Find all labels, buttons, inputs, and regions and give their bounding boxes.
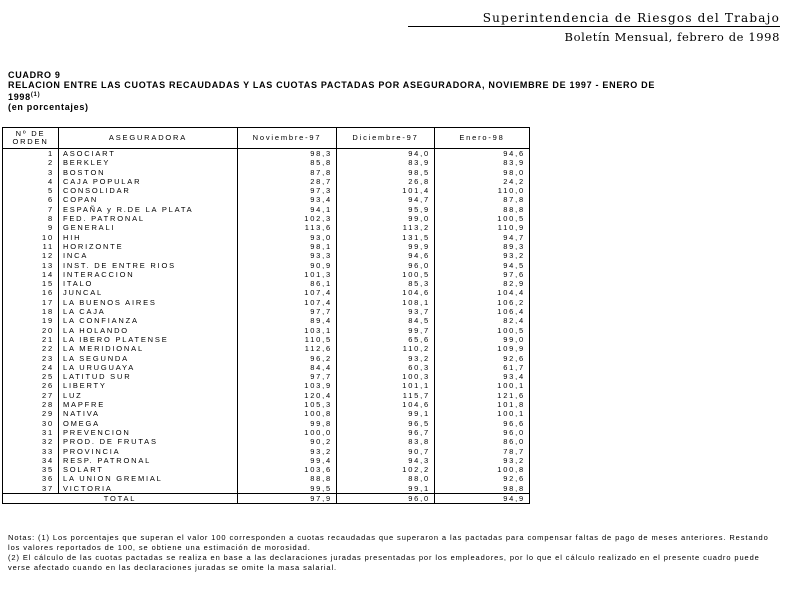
nov-cell: 90,9 bbox=[238, 261, 337, 270]
nov-cell: 99,8 bbox=[238, 419, 337, 428]
total-row bbox=[3, 493, 530, 503]
table-row bbox=[3, 456, 530, 465]
table-row bbox=[3, 223, 530, 232]
order-cell: 20 bbox=[3, 326, 59, 335]
dec-cell: 100,5 bbox=[337, 270, 435, 279]
table-row bbox=[3, 186, 530, 195]
jan-cell: 121,6 bbox=[435, 391, 530, 400]
dec-cell: 113,2 bbox=[337, 223, 435, 232]
cuadro-label: CUADRO 9 bbox=[8, 70, 61, 80]
table-row bbox=[3, 381, 530, 390]
insurer-cell: RESP. PATRONAL bbox=[59, 456, 238, 465]
jan-cell: 87,8 bbox=[435, 195, 530, 204]
table-row bbox=[3, 372, 530, 381]
dec-cell: 110,2 bbox=[337, 344, 435, 353]
table-row bbox=[3, 205, 530, 214]
nov-cell: 89,4 bbox=[238, 316, 337, 325]
table-row bbox=[3, 335, 530, 344]
nov-cell: 103,9 bbox=[238, 381, 337, 390]
table-row bbox=[3, 214, 530, 223]
insurer-cell: INTERACCION bbox=[59, 270, 238, 279]
insurer-cell: HORIZONTE bbox=[59, 242, 238, 251]
dec-cell: 93,7 bbox=[337, 307, 435, 316]
order-cell: 8 bbox=[3, 214, 59, 223]
table-row bbox=[3, 168, 530, 177]
nov-cell: 97,3 bbox=[238, 186, 337, 195]
nov-cell: 88,8 bbox=[238, 474, 337, 483]
table-row bbox=[3, 447, 530, 456]
order-cell: 31 bbox=[3, 428, 59, 437]
dec-cell: 131,5 bbox=[337, 233, 435, 242]
dec-cell: 99,1 bbox=[337, 409, 435, 418]
table-row bbox=[3, 363, 530, 372]
insurer-cell: ITALO bbox=[59, 279, 238, 288]
jan-cell: 96,6 bbox=[435, 419, 530, 428]
nov-cell: 103,1 bbox=[238, 326, 337, 335]
jan-cell: 93,2 bbox=[435, 251, 530, 260]
table-row bbox=[3, 233, 530, 242]
nov-cell: 98,1 bbox=[238, 242, 337, 251]
dec-cell: 99,0 bbox=[337, 214, 435, 223]
jan-cell: 100,1 bbox=[435, 381, 530, 390]
jan-cell: 88,8 bbox=[435, 205, 530, 214]
nov-cell: 105,3 bbox=[238, 400, 337, 409]
dec-cell: 96,5 bbox=[337, 419, 435, 428]
order-cell: 33 bbox=[3, 447, 59, 456]
jan-cell: 98,0 bbox=[435, 168, 530, 177]
order-cell: 24 bbox=[3, 363, 59, 372]
nov-cell: 107,4 bbox=[238, 288, 337, 297]
dec-cell: 65,6 bbox=[337, 335, 435, 344]
nov-cell: 85,8 bbox=[238, 158, 337, 167]
table-row bbox=[3, 288, 530, 297]
order-cell: 10 bbox=[3, 233, 59, 242]
insurer-cell: HIH bbox=[59, 233, 238, 242]
table-row bbox=[3, 242, 530, 251]
nov-cell: 99,5 bbox=[238, 484, 337, 494]
insurer-cell: SOLART bbox=[59, 465, 238, 474]
table-body bbox=[3, 149, 530, 494]
order-cell: 25 bbox=[3, 372, 59, 381]
table-row bbox=[3, 298, 530, 307]
insurer-cell: NATIVA bbox=[59, 409, 238, 418]
dec-cell: 99,9 bbox=[337, 242, 435, 251]
dec-cell: 94,0 bbox=[337, 149, 435, 159]
insurer-cell: PROVINCIA bbox=[59, 447, 238, 456]
order-cell: 9 bbox=[3, 223, 59, 232]
total-nov: 97,9 bbox=[238, 493, 337, 503]
order-cell: 2 bbox=[3, 158, 59, 167]
bulletin-date: Boletín Mensual, febrero de 1998 bbox=[564, 30, 780, 44]
table-row bbox=[3, 316, 530, 325]
order-cell: 29 bbox=[3, 409, 59, 418]
jan-cell: 93,2 bbox=[435, 456, 530, 465]
jan-cell: 106,4 bbox=[435, 307, 530, 316]
table-row bbox=[3, 279, 530, 288]
notes bbox=[8, 533, 783, 573]
title-footnote-ref: (1) bbox=[30, 92, 41, 98]
nov-cell: 90,2 bbox=[238, 437, 337, 446]
order-cell: 26 bbox=[3, 381, 59, 390]
dec-cell: 99,1 bbox=[337, 484, 435, 494]
table-header-row bbox=[3, 128, 530, 149]
quotas-table bbox=[2, 127, 530, 504]
insurer-cell: ESPAÑA y R.DE LA PLATA bbox=[59, 205, 238, 214]
nov-cell: 102,3 bbox=[238, 214, 337, 223]
jan-cell: 82,9 bbox=[435, 279, 530, 288]
order-cell: 30 bbox=[3, 419, 59, 428]
dec-cell: 26,8 bbox=[337, 177, 435, 186]
nov-cell: 120,4 bbox=[238, 391, 337, 400]
jan-cell: 94,5 bbox=[435, 261, 530, 270]
header-insurer: ASEGURADORA bbox=[59, 128, 238, 149]
note-2: (2) El cálculo de las cuotas pactadas se realiza en base a las declaraciones juradas presentadas por los empleadores, por lo que el cálculo realizado en el presente cuadro puede verse afectado cuando en las declaraciones juradas se omite la masa salarial. bbox=[8, 553, 760, 572]
dec-cell: 104,6 bbox=[337, 288, 435, 297]
order-cell: 28 bbox=[3, 400, 59, 409]
jan-cell: 101,8 bbox=[435, 400, 530, 409]
jan-cell: 94,7 bbox=[435, 233, 530, 242]
dec-cell: 102,2 bbox=[337, 465, 435, 474]
nov-cell: 98,3 bbox=[238, 149, 337, 159]
insurer-cell: MAPFRE bbox=[59, 400, 238, 409]
insurer-cell: LA HOLANDO bbox=[59, 326, 238, 335]
dec-cell: 96,7 bbox=[337, 428, 435, 437]
table-row bbox=[3, 419, 530, 428]
jan-cell: 83,9 bbox=[435, 158, 530, 167]
insurer-cell: INST. DE ENTRE RIOS bbox=[59, 261, 238, 270]
organization-name: Superintendencia de Riesgos del Trabajo bbox=[482, 11, 780, 25]
table-row bbox=[3, 484, 530, 494]
jan-cell: 78,7 bbox=[435, 447, 530, 456]
order-cell: 11 bbox=[3, 242, 59, 251]
order-cell: 17 bbox=[3, 298, 59, 307]
title-unit: (en porcentajes) bbox=[8, 102, 89, 112]
nov-cell: 101,3 bbox=[238, 270, 337, 279]
table-row bbox=[3, 465, 530, 474]
order-cell: 32 bbox=[3, 437, 59, 446]
nov-cell: 28,7 bbox=[238, 177, 337, 186]
dec-cell: 94,6 bbox=[337, 251, 435, 260]
table-row bbox=[3, 409, 530, 418]
order-cell: 15 bbox=[3, 279, 59, 288]
dec-cell: 60,3 bbox=[337, 363, 435, 372]
nov-cell: 94,1 bbox=[238, 205, 337, 214]
jan-cell: 110,0 bbox=[435, 186, 530, 195]
dec-cell: 98,5 bbox=[337, 168, 435, 177]
jan-cell: 94,6 bbox=[435, 149, 530, 159]
order-cell: 1 bbox=[3, 149, 59, 159]
insurer-cell: OMEGA bbox=[59, 419, 238, 428]
table-row bbox=[3, 326, 530, 335]
insurer-cell: CAJA POPULAR bbox=[59, 177, 238, 186]
table-row bbox=[3, 474, 530, 483]
jan-cell: 100,1 bbox=[435, 409, 530, 418]
nov-cell: 93,2 bbox=[238, 447, 337, 456]
order-cell: 12 bbox=[3, 251, 59, 260]
dec-cell: 90,7 bbox=[337, 447, 435, 456]
nov-cell: 100,0 bbox=[238, 428, 337, 437]
insurer-cell: VICTORIA bbox=[59, 484, 238, 494]
jan-cell: 24,2 bbox=[435, 177, 530, 186]
order-cell: 19 bbox=[3, 316, 59, 325]
order-cell: 22 bbox=[3, 344, 59, 353]
insurer-cell: LA CONFIANZA bbox=[59, 316, 238, 325]
jan-cell: 92,6 bbox=[435, 354, 530, 363]
dec-cell: 88,0 bbox=[337, 474, 435, 483]
dec-cell: 96,0 bbox=[337, 261, 435, 270]
table-row bbox=[3, 400, 530, 409]
dec-cell: 108,1 bbox=[337, 298, 435, 307]
jan-cell: 98,8 bbox=[435, 484, 530, 494]
nov-cell: 113,6 bbox=[238, 223, 337, 232]
table-title bbox=[8, 70, 768, 112]
insurer-cell: LA BUENOS AIRES bbox=[59, 298, 238, 307]
dec-cell: 101,4 bbox=[337, 186, 435, 195]
jan-cell: 82,4 bbox=[435, 316, 530, 325]
insurer-cell: LA CAJA bbox=[59, 307, 238, 316]
order-cell: 3 bbox=[3, 168, 59, 177]
nov-cell: 99,4 bbox=[238, 456, 337, 465]
order-cell: 18 bbox=[3, 307, 59, 316]
insurer-cell: LA URUGUAYA bbox=[59, 363, 238, 372]
order-cell: 37 bbox=[3, 484, 59, 494]
table-row bbox=[3, 391, 530, 400]
dec-cell: 83,9 bbox=[337, 158, 435, 167]
jan-cell: 99,0 bbox=[435, 335, 530, 344]
total-dec: 96,0 bbox=[337, 493, 435, 503]
nov-cell: 93,0 bbox=[238, 233, 337, 242]
table-row bbox=[3, 270, 530, 279]
table-row bbox=[3, 158, 530, 167]
title-line-1: RELACION ENTRE LAS CUOTAS RECAUDADAS Y LAS CUOTAS PACTADAS POR ASEGURADORA, NOVIEMBRE DE 1997 - ENERO DE bbox=[8, 80, 656, 90]
insurer-cell: LA IBERO PLATENSE bbox=[59, 335, 238, 344]
nov-cell: 84,4 bbox=[238, 363, 337, 372]
table-row bbox=[3, 261, 530, 270]
dec-cell: 115,7 bbox=[337, 391, 435, 400]
title-year: 1998 bbox=[8, 92, 31, 102]
jan-cell: 93,4 bbox=[435, 372, 530, 381]
insurer-cell: FED. PATRONAL bbox=[59, 214, 238, 223]
dec-cell: 93,2 bbox=[337, 354, 435, 363]
order-cell: 21 bbox=[3, 335, 59, 344]
insurer-cell: CONSOLIDAR bbox=[59, 186, 238, 195]
table-row bbox=[3, 428, 530, 437]
insurer-cell: LA SEGUNDA bbox=[59, 354, 238, 363]
note-1: Notas: (1) Los porcentajes que superan el valor 100 corresponden a cuotas recaudadas que superaron a las pactadas para compensar faltas de pago de meses anteriores. Restando los valores reportados de 100, se obtiene una estimación de morosidad. bbox=[8, 533, 769, 552]
header-jan-98: Enero-98 bbox=[435, 128, 530, 149]
order-cell: 35 bbox=[3, 465, 59, 474]
table-row bbox=[3, 437, 530, 446]
dec-cell: 95,9 bbox=[337, 205, 435, 214]
order-cell: 27 bbox=[3, 391, 59, 400]
dec-cell: 94,3 bbox=[337, 456, 435, 465]
header-order: Nº DE ORDEN bbox=[3, 128, 59, 149]
jan-cell: 109,9 bbox=[435, 344, 530, 353]
order-cell: 4 bbox=[3, 177, 59, 186]
jan-cell: 97,6 bbox=[435, 270, 530, 279]
nov-cell: 107,4 bbox=[238, 298, 337, 307]
order-cell: 5 bbox=[3, 186, 59, 195]
table-row bbox=[3, 177, 530, 186]
insurer-cell: LA MERIDIONAL bbox=[59, 344, 238, 353]
insurer-cell: BERKLEY bbox=[59, 158, 238, 167]
order-cell: 34 bbox=[3, 456, 59, 465]
insurer-cell: LIBERTY bbox=[59, 381, 238, 390]
order-cell: 6 bbox=[3, 195, 59, 204]
dec-cell: 101,1 bbox=[337, 381, 435, 390]
insurer-cell: LATITUD SUR bbox=[59, 372, 238, 381]
nov-cell: 112,6 bbox=[238, 344, 337, 353]
nov-cell: 100,8 bbox=[238, 409, 337, 418]
jan-cell: 104,4 bbox=[435, 288, 530, 297]
nov-cell: 110,5 bbox=[238, 335, 337, 344]
insurer-cell: JUNCAL bbox=[59, 288, 238, 297]
insurer-cell: ASOCIART bbox=[59, 149, 238, 159]
jan-cell: 106,2 bbox=[435, 298, 530, 307]
dec-cell: 100,3 bbox=[337, 372, 435, 381]
nov-cell: 96,2 bbox=[238, 354, 337, 363]
insurer-cell: COPAN bbox=[59, 195, 238, 204]
jan-cell: 61,7 bbox=[435, 363, 530, 372]
nov-cell: 93,4 bbox=[238, 195, 337, 204]
insurer-cell: LUZ bbox=[59, 391, 238, 400]
dec-cell: 104,6 bbox=[337, 400, 435, 409]
order-cell: 16 bbox=[3, 288, 59, 297]
dec-cell: 85,3 bbox=[337, 279, 435, 288]
jan-cell: 110,9 bbox=[435, 223, 530, 232]
insurer-cell: PROD. DE FRUTAS bbox=[59, 437, 238, 446]
insurer-cell: PREVENCION bbox=[59, 428, 238, 437]
header-rule bbox=[408, 26, 780, 27]
jan-cell: 86,0 bbox=[435, 437, 530, 446]
order-cell: 23 bbox=[3, 354, 59, 363]
nov-cell: 93,3 bbox=[238, 251, 337, 260]
dec-cell: 84,5 bbox=[337, 316, 435, 325]
jan-cell: 96,0 bbox=[435, 428, 530, 437]
insurer-cell: BOSTON bbox=[59, 168, 238, 177]
jan-cell: 92,6 bbox=[435, 474, 530, 483]
header-dec-97: Diciembre-97 bbox=[337, 128, 435, 149]
table-row bbox=[3, 251, 530, 260]
header-nov-97: Noviembre-97 bbox=[238, 128, 337, 149]
table-row bbox=[3, 307, 530, 316]
nov-cell: 87,8 bbox=[238, 168, 337, 177]
order-cell: 14 bbox=[3, 270, 59, 279]
jan-cell: 100,8 bbox=[435, 465, 530, 474]
table-row bbox=[3, 344, 530, 353]
order-cell: 13 bbox=[3, 261, 59, 270]
jan-cell: 89,3 bbox=[435, 242, 530, 251]
total-label: TOTAL bbox=[3, 493, 238, 503]
table-row bbox=[3, 149, 530, 159]
nov-cell: 86,1 bbox=[238, 279, 337, 288]
nov-cell: 103,6 bbox=[238, 465, 337, 474]
dec-cell: 99,7 bbox=[337, 326, 435, 335]
title-line-2 bbox=[8, 90, 768, 102]
insurer-cell: GENERALI bbox=[59, 223, 238, 232]
jan-cell: 100,5 bbox=[435, 214, 530, 223]
table-row bbox=[3, 195, 530, 204]
dec-cell: 83,8 bbox=[337, 437, 435, 446]
insurer-cell: INCA bbox=[59, 251, 238, 260]
jan-cell: 100,5 bbox=[435, 326, 530, 335]
nov-cell: 97,7 bbox=[238, 372, 337, 381]
order-cell: 36 bbox=[3, 474, 59, 483]
nov-cell: 97,7 bbox=[238, 307, 337, 316]
insurer-cell: LA UNION GREMIAL bbox=[59, 474, 238, 483]
dec-cell: 94,7 bbox=[337, 195, 435, 204]
table-row bbox=[3, 354, 530, 363]
order-cell: 7 bbox=[3, 205, 59, 214]
total-jan: 94,9 bbox=[435, 493, 530, 503]
